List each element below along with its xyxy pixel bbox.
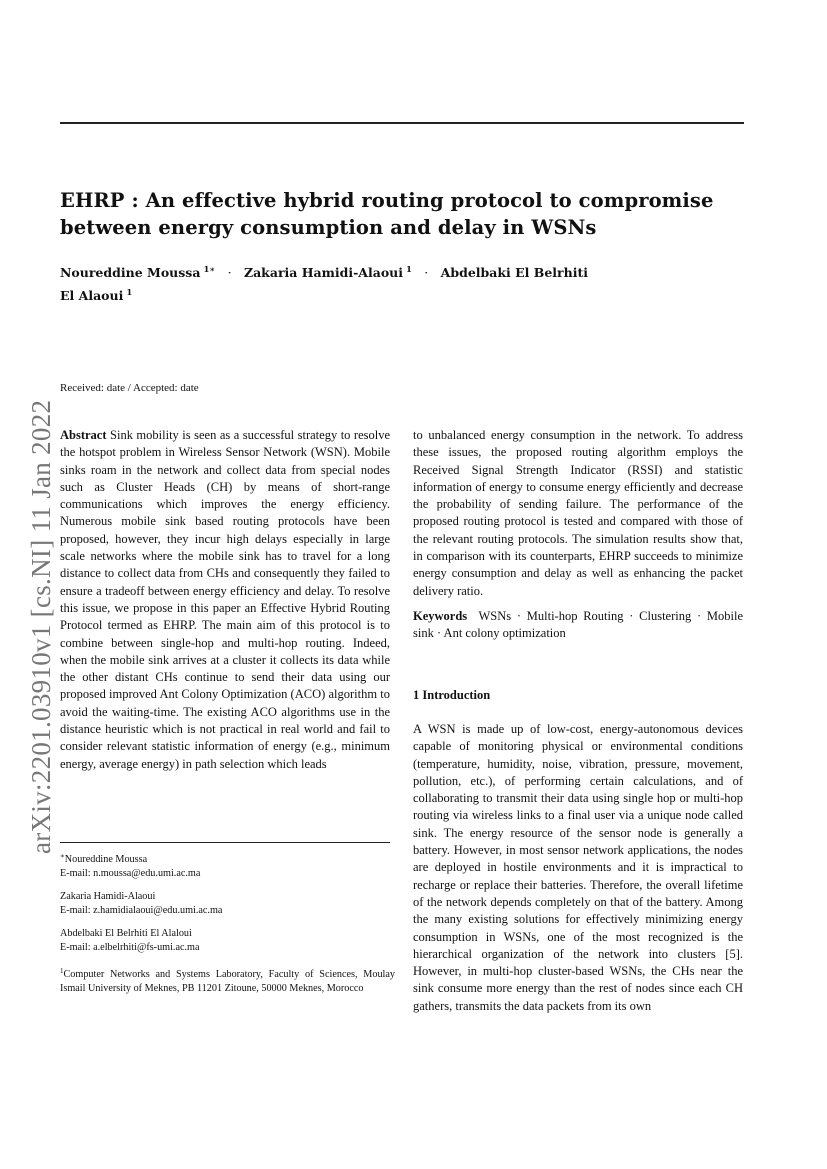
received-date: Received: date / Accepted: date	[60, 382, 199, 394]
author-name: Noureddine Moussa	[60, 265, 201, 280]
footnote-name: Zakaria Hamidi-Alaoui	[60, 891, 156, 902]
footnote-email: E-mail: z.hamidialaoui@edu.umi.ac.ma	[60, 905, 223, 916]
author-name: Zakaria Hamidi-Alaoui	[243, 265, 404, 280]
abstract-text: Sink mobility is seen as a successful strategy to resolve the hotspot problem in Wireless Sensor Network (WSN). Mobile sinks roam in the network and collect data from special nodes such as Cluster Heads (CH) by means of short-range communications which improves the energy efficiency. Numerous mobile sink based routing protocols have been proposed, however, they incur high delays especially in large scale networks where the mobile sink has to travel for a long distance to collect data from CHs and consequently they failed to ensure a tradeoff between energy efficiency and delay. To resolve this issue, we propose in this paper an Effective Hybrid Routing Protocol termed as EHRP. The main aim of this protocol is to combine between single-hop and multi-hop routing. Indeed, when the mobile sink arrives at a cluster it collects its data while the other distant CHs continue to send their data using our proposed improved Ant Colony Optimization (ACO) algorithm to avoid the waiting-time. The existing ACO algorithms use in the distance heuristic which is not practical in real world and fail to consider relevant statistic information of energy (e.g., minimum energy, average energy) in path selection which leads	[60, 428, 391, 771]
footnote-rule	[60, 842, 390, 843]
author-separator: ·	[424, 265, 429, 280]
footnote-author-3	[60, 927, 395, 955]
author-line-1	[60, 260, 750, 283]
keywords-paragraph	[413, 608, 743, 643]
top-rule	[60, 122, 744, 124]
abstract-paragraph	[60, 427, 390, 773]
author-list	[60, 260, 750, 306]
footnote-name: Noureddine Moussa	[64, 854, 148, 865]
abstract-right-column	[413, 427, 743, 643]
footnote-mark: ∗	[60, 852, 65, 860]
keywords-label: Keywords	[413, 608, 468, 623]
section-heading-introduction: 1 Introduction	[413, 688, 491, 702]
footnote-author-1	[60, 849, 395, 881]
abstract-left-column	[60, 427, 390, 773]
arxiv-identifier-stamp: arXiv:2201.03910v1 [cs.NI] 11 Jan 2022	[26, 399, 56, 854]
author-mark: 1	[406, 265, 412, 275]
author-line-2	[60, 283, 750, 306]
footnotes	[60, 849, 395, 996]
author-name: El Alaoui	[60, 288, 124, 303]
keywords-text: WSNs · Multi-hop Routing · Clustering · Mobile sink · Ant colony optimization	[413, 608, 743, 641]
footnote-email: E-mail: n.moussa@edu.umi.ac.ma	[60, 868, 201, 879]
author-mark: 1	[126, 288, 133, 298]
footnote-email: E-mail: a.elbelrhiti@fs-umi.ac.ma	[60, 942, 200, 953]
footnote-author-2	[60, 890, 395, 918]
abstract-continuation: to unbalanced energy consumption in the network. To address these issues, the proposed routing algorithm employs the Received Signal Strength Indicator (RSSI) and statistic information of energy to consume energy efficiently and decrease the probability of sending failure. The performance of the proposed routing protocol is tested and compared with those of the relevant routing protocols. The simulation results show that, in comparison with its counterparts, EHRP succeeds to minimize energy consumption and delay as well as enhancing the packet delivery ratio.	[413, 428, 743, 598]
title-line-1: EHRP : An effective hybrid routing protocol to compromise	[60, 189, 714, 212]
introduction-column	[413, 721, 743, 1015]
introduction-paragraph: A WSN is made up of low-cost, energy-autonomous devices capable of monitoring physical or environmental conditions (temperature, humidity, noise, vibration, pressure, movement, pollution, etc.), of performing certain calculations, and of collaborating to transmit their data using single hop or multi-hop routing via wireless links to a final user via a unique node called sink. The energy resource of the sensor node is generally a battery. However, in most sensor network applications, the nodes are deployed in hostile environments and it is impractical to recharge or replace their batteries. Therefore, the overall lifetime of the network depends completely on that of the battery. Among the many existing solutions for effectively minimizing energy consumption in WSNs, one of the most recognized is the hierarchical organization of the network into clusters [5]. However, in multi-hop cluster-based WSNs, the CHs near the sink consume more energy than the rest of nodes since each CH gathers, transmits the data packets from its own	[413, 722, 743, 1013]
paper-title	[60, 187, 750, 241]
author-mark: 1∗	[203, 265, 216, 275]
affiliation-mark: 1	[60, 967, 64, 975]
footnote-name: Abdelbaki El Belrhiti El Alaloui	[60, 928, 192, 939]
author-name: Abdelbaki El Belrhiti	[440, 265, 588, 280]
title-line-2: between energy consumption and delay in WSNs	[60, 216, 597, 239]
affiliation-footnote	[60, 964, 395, 996]
affiliation-text: Computer Networks and Systems Laboratory, Faculty of Sciences, Moulay Ismail University of Meknes, PB 11201 Zitoune, 50000 Meknes, Morocco	[60, 969, 395, 994]
abstract-label: Abstract	[60, 428, 107, 442]
author-separator: ·	[227, 265, 232, 280]
